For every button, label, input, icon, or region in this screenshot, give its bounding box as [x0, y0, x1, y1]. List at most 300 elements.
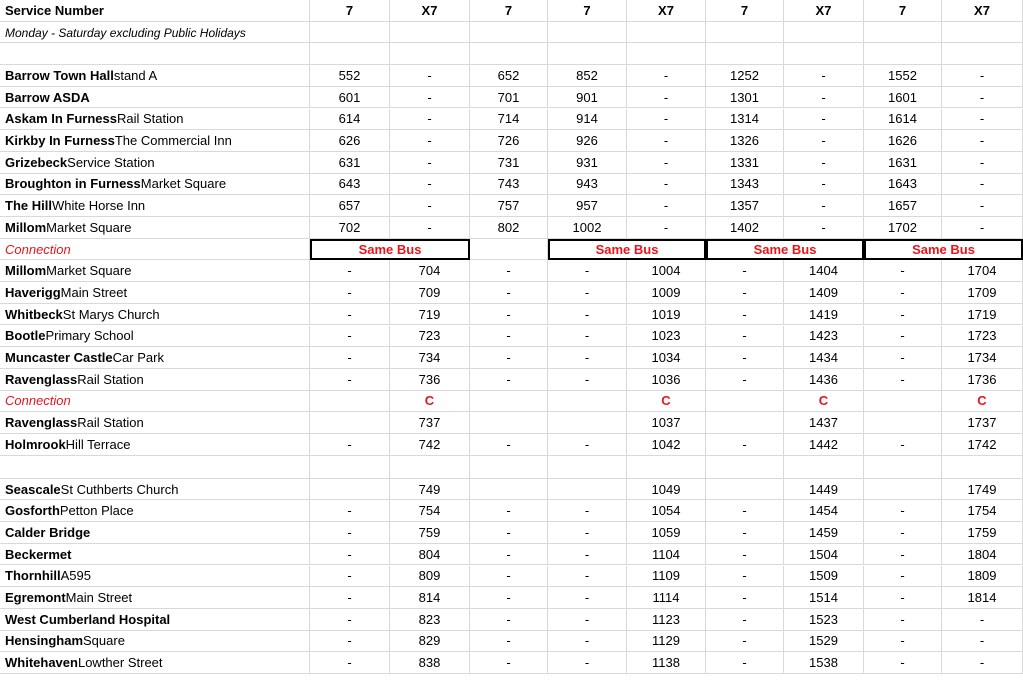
time-cell[interactable]: -: [470, 587, 548, 609]
time-cell[interactable]: 1004: [627, 260, 706, 282]
stop-name-cell[interactable]: [0, 130, 310, 152]
time-cell[interactable]: [548, 479, 627, 501]
time-cell[interactable]: -: [548, 652, 627, 674]
time-cell[interactable]: -: [784, 87, 864, 109]
time-cell[interactable]: 643: [310, 174, 390, 196]
time-cell[interactable]: -: [706, 631, 784, 653]
time-cell[interactable]: -: [627, 109, 706, 131]
time-cell[interactable]: 757: [470, 195, 548, 217]
time-cell[interactable]: [864, 412, 942, 434]
time-cell[interactable]: -: [470, 369, 548, 391]
stop-name-cell[interactable]: [0, 479, 310, 501]
time-cell[interactable]: -: [390, 65, 470, 87]
time-cell[interactable]: -: [864, 500, 942, 522]
time-cell[interactable]: -: [390, 87, 470, 109]
time-cell[interactable]: 1123: [627, 609, 706, 631]
time-cell[interactable]: -: [470, 260, 548, 282]
empty-cell[interactable]: [470, 22, 548, 44]
empty-cell[interactable]: [627, 43, 706, 65]
time-cell[interactable]: 1631: [864, 152, 942, 174]
time-cell[interactable]: 829: [390, 631, 470, 653]
time-cell[interactable]: 726: [470, 130, 548, 152]
time-cell[interactable]: 1449: [784, 479, 864, 501]
time-cell[interactable]: 1704: [942, 260, 1023, 282]
service-number-x7[interactable]: X7: [390, 0, 470, 22]
time-cell[interactable]: 626: [310, 130, 390, 152]
time-cell[interactable]: -: [310, 369, 390, 391]
time-cell[interactable]: -: [548, 587, 627, 609]
time-cell[interactable]: -: [942, 109, 1023, 131]
time-cell[interactable]: -: [310, 544, 390, 566]
time-cell[interactable]: -: [864, 260, 942, 282]
time-cell[interactable]: -: [548, 326, 627, 348]
time-cell[interactable]: 1042: [627, 434, 706, 456]
time-cell[interactable]: -: [706, 587, 784, 609]
stop-name-cell[interactable]: [0, 217, 310, 239]
time-cell[interactable]: 1434: [784, 347, 864, 369]
connection-cell[interactable]: [390, 391, 470, 413]
connection-cell[interactable]: [548, 391, 627, 413]
time-cell[interactable]: -: [470, 304, 548, 326]
time-cell[interactable]: -: [627, 195, 706, 217]
time-cell[interactable]: 743: [470, 174, 548, 196]
time-cell[interactable]: -: [942, 217, 1023, 239]
time-cell[interactable]: -: [942, 174, 1023, 196]
connection-cell[interactable]: [864, 391, 942, 413]
time-cell[interactable]: 731: [470, 152, 548, 174]
time-cell[interactable]: 1054: [627, 500, 706, 522]
time-cell[interactable]: 1643: [864, 174, 942, 196]
time-cell[interactable]: 754: [390, 500, 470, 522]
service-number-x7[interactable]: X7: [627, 0, 706, 22]
time-cell[interactable]: 809: [390, 566, 470, 588]
time-cell[interactable]: -: [548, 522, 627, 544]
empty-cell[interactable]: [784, 43, 864, 65]
time-cell[interactable]: -: [864, 566, 942, 588]
time-cell[interactable]: -: [784, 217, 864, 239]
time-cell[interactable]: 1049: [627, 479, 706, 501]
time-cell[interactable]: 1002: [548, 217, 627, 239]
time-cell[interactable]: 1514: [784, 587, 864, 609]
stop-name-cell[interactable]: [0, 587, 310, 609]
time-cell[interactable]: -: [706, 369, 784, 391]
time-cell[interactable]: 1454: [784, 500, 864, 522]
time-cell[interactable]: -: [864, 609, 942, 631]
time-cell[interactable]: -: [548, 369, 627, 391]
time-cell[interactable]: -: [548, 566, 627, 588]
time-cell[interactable]: -: [942, 195, 1023, 217]
stop-name-cell[interactable]: [0, 282, 310, 304]
stop-name-cell[interactable]: [0, 195, 310, 217]
time-cell[interactable]: -: [864, 304, 942, 326]
time-cell[interactable]: -: [864, 347, 942, 369]
time-cell[interactable]: 719: [390, 304, 470, 326]
time-cell[interactable]: -: [548, 304, 627, 326]
time-cell[interactable]: -: [627, 65, 706, 87]
time-cell[interactable]: -: [706, 522, 784, 544]
time-cell[interactable]: [470, 412, 548, 434]
time-cell[interactable]: 1252: [706, 65, 784, 87]
time-cell[interactable]: -: [470, 631, 548, 653]
time-cell[interactable]: 652: [470, 65, 548, 87]
time-cell[interactable]: -: [470, 347, 548, 369]
empty-cell[interactable]: [784, 22, 864, 44]
connection-cell[interactable]: [470, 391, 548, 413]
time-cell[interactable]: 1419: [784, 304, 864, 326]
time-cell[interactable]: -: [864, 587, 942, 609]
empty-cell[interactable]: [864, 456, 942, 479]
time-cell[interactable]: 749: [390, 479, 470, 501]
empty-cell[interactable]: [627, 456, 706, 479]
stop-name-cell[interactable]: [0, 522, 310, 544]
empty-cell[interactable]: [942, 43, 1023, 65]
time-cell[interactable]: 734: [390, 347, 470, 369]
time-cell[interactable]: 1409: [784, 282, 864, 304]
time-cell[interactable]: -: [942, 130, 1023, 152]
connection-cell[interactable]: [942, 391, 1023, 413]
connection-cell[interactable]: [706, 391, 784, 413]
time-cell[interactable]: -: [548, 282, 627, 304]
time-cell[interactable]: 802: [470, 217, 548, 239]
time-cell[interactable]: -: [942, 631, 1023, 653]
stop-name-cell[interactable]: [0, 109, 310, 131]
time-cell[interactable]: -: [706, 500, 784, 522]
time-cell[interactable]: 1326: [706, 130, 784, 152]
time-cell[interactable]: -: [310, 434, 390, 456]
empty-cell[interactable]: [470, 456, 548, 479]
time-cell[interactable]: -: [627, 174, 706, 196]
time-cell[interactable]: -: [470, 522, 548, 544]
time-cell[interactable]: -: [470, 566, 548, 588]
time-cell[interactable]: -: [864, 326, 942, 348]
time-cell[interactable]: 631: [310, 152, 390, 174]
time-cell[interactable]: 1442: [784, 434, 864, 456]
time-cell[interactable]: -: [310, 347, 390, 369]
time-cell[interactable]: -: [390, 217, 470, 239]
time-cell[interactable]: -: [470, 326, 548, 348]
time-cell[interactable]: 1804: [942, 544, 1023, 566]
time-cell[interactable]: -: [784, 174, 864, 196]
empty-cell[interactable]: [470, 43, 548, 65]
empty-cell[interactable]: [942, 22, 1023, 44]
stop-name-cell[interactable]: [0, 152, 310, 174]
time-cell[interactable]: 1009: [627, 282, 706, 304]
time-cell[interactable]: -: [864, 369, 942, 391]
time-cell[interactable]: 1809: [942, 566, 1023, 588]
time-cell[interactable]: -: [942, 152, 1023, 174]
time-cell[interactable]: -: [706, 609, 784, 631]
time-cell[interactable]: -: [627, 217, 706, 239]
stop-name-cell[interactable]: [0, 304, 310, 326]
time-cell[interactable]: 1719: [942, 304, 1023, 326]
stop-name-cell[interactable]: [0, 566, 310, 588]
time-cell[interactable]: 1759: [942, 522, 1023, 544]
time-cell[interactable]: 838: [390, 652, 470, 674]
stop-name-cell[interactable]: [0, 174, 310, 196]
empty-cell[interactable]: [0, 456, 310, 479]
time-cell[interactable]: 926: [548, 130, 627, 152]
empty-cell[interactable]: [390, 456, 470, 479]
time-cell[interactable]: -: [548, 500, 627, 522]
time-cell[interactable]: -: [310, 566, 390, 588]
time-cell[interactable]: 1723: [942, 326, 1023, 348]
time-cell[interactable]: [548, 412, 627, 434]
time-cell[interactable]: 1538: [784, 652, 864, 674]
empty-cell[interactable]: [942, 456, 1023, 479]
time-cell[interactable]: 1036: [627, 369, 706, 391]
time-cell[interactable]: -: [390, 195, 470, 217]
time-cell[interactable]: -: [784, 195, 864, 217]
empty-cell[interactable]: [548, 43, 627, 65]
time-cell[interactable]: -: [310, 652, 390, 674]
time-cell[interactable]: 702: [310, 217, 390, 239]
connection-cell[interactable]: [784, 391, 864, 413]
time-cell[interactable]: 1734: [942, 347, 1023, 369]
time-cell[interactable]: -: [470, 434, 548, 456]
time-cell[interactable]: 614: [310, 109, 390, 131]
time-cell[interactable]: 601: [310, 87, 390, 109]
time-cell[interactable]: 1034: [627, 347, 706, 369]
empty-cell[interactable]: [864, 43, 942, 65]
time-cell[interactable]: -: [942, 609, 1023, 631]
service-number-x7[interactable]: X7: [784, 0, 864, 22]
empty-cell[interactable]: [470, 239, 548, 261]
time-cell[interactable]: -: [706, 347, 784, 369]
time-cell[interactable]: -: [784, 109, 864, 131]
time-cell[interactable]: 704: [390, 260, 470, 282]
time-cell[interactable]: 1814: [942, 587, 1023, 609]
time-cell[interactable]: -: [627, 130, 706, 152]
empty-cell[interactable]: [706, 456, 784, 479]
time-cell[interactable]: [706, 412, 784, 434]
time-cell[interactable]: -: [310, 326, 390, 348]
time-cell[interactable]: -: [706, 260, 784, 282]
time-cell[interactable]: -: [548, 347, 627, 369]
empty-cell[interactable]: [310, 43, 390, 65]
time-cell[interactable]: -: [706, 652, 784, 674]
time-cell[interactable]: -: [548, 544, 627, 566]
service-number-7[interactable]: 7: [470, 0, 548, 22]
time-cell[interactable]: 1301: [706, 87, 784, 109]
time-cell[interactable]: -: [470, 544, 548, 566]
stop-name-cell[interactable]: [0, 347, 310, 369]
time-cell[interactable]: 1357: [706, 195, 784, 217]
time-cell[interactable]: -: [706, 326, 784, 348]
time-cell[interactable]: -: [470, 282, 548, 304]
time-cell[interactable]: 1138: [627, 652, 706, 674]
time-cell[interactable]: 931: [548, 152, 627, 174]
empty-cell[interactable]: [0, 43, 310, 65]
stop-name-cell[interactable]: [0, 609, 310, 631]
time-cell[interactable]: 657: [310, 195, 390, 217]
time-cell[interactable]: [470, 479, 548, 501]
empty-cell[interactable]: [627, 22, 706, 44]
empty-cell[interactable]: [310, 456, 390, 479]
time-cell[interactable]: 723: [390, 326, 470, 348]
time-cell[interactable]: -: [942, 65, 1023, 87]
service-number-7[interactable]: 7: [310, 0, 390, 22]
stop-name-cell[interactable]: [0, 652, 310, 674]
time-cell[interactable]: 1626: [864, 130, 942, 152]
time-cell[interactable]: 1657: [864, 195, 942, 217]
time-cell[interactable]: 742: [390, 434, 470, 456]
time-cell[interactable]: -: [470, 609, 548, 631]
time-cell[interactable]: 1037: [627, 412, 706, 434]
time-cell[interactable]: 1104: [627, 544, 706, 566]
stop-name-cell[interactable]: [0, 369, 310, 391]
time-cell[interactable]: 804: [390, 544, 470, 566]
time-cell[interactable]: 714: [470, 109, 548, 131]
time-cell[interactable]: 852: [548, 65, 627, 87]
time-cell[interactable]: 1436: [784, 369, 864, 391]
stop-name-cell[interactable]: [0, 631, 310, 653]
time-cell[interactable]: 1749: [942, 479, 1023, 501]
time-cell[interactable]: -: [706, 544, 784, 566]
connection-cell[interactable]: [310, 391, 390, 413]
time-cell[interactable]: 823: [390, 609, 470, 631]
service-number-label[interactable]: Service Number: [0, 0, 310, 22]
time-cell[interactable]: -: [548, 434, 627, 456]
time-cell[interactable]: 1702: [864, 217, 942, 239]
time-cell[interactable]: 1343: [706, 174, 784, 196]
time-cell[interactable]: 1059: [627, 522, 706, 544]
time-cell[interactable]: -: [942, 87, 1023, 109]
time-cell[interactable]: [864, 479, 942, 501]
time-cell[interactable]: -: [706, 434, 784, 456]
time-cell[interactable]: 552: [310, 65, 390, 87]
time-cell[interactable]: 1023: [627, 326, 706, 348]
time-cell[interactable]: 1736: [942, 369, 1023, 391]
time-cell[interactable]: 709: [390, 282, 470, 304]
service-number-7[interactable]: 7: [548, 0, 627, 22]
time-cell[interactable]: -: [864, 544, 942, 566]
time-cell[interactable]: -: [390, 109, 470, 131]
time-cell[interactable]: -: [864, 652, 942, 674]
empty-cell[interactable]: [390, 43, 470, 65]
time-cell[interactable]: -: [548, 260, 627, 282]
connection-label-cell[interactable]: [0, 391, 310, 413]
empty-cell[interactable]: [548, 456, 627, 479]
time-cell[interactable]: -: [706, 304, 784, 326]
service-number-7[interactable]: 7: [706, 0, 784, 22]
time-cell[interactable]: -: [784, 130, 864, 152]
time-cell[interactable]: -: [784, 152, 864, 174]
time-cell[interactable]: 1614: [864, 109, 942, 131]
stop-name-cell[interactable]: [0, 434, 310, 456]
empty-cell[interactable]: [310, 22, 390, 44]
time-cell[interactable]: 1523: [784, 609, 864, 631]
time-cell[interactable]: 1402: [706, 217, 784, 239]
time-cell[interactable]: 1423: [784, 326, 864, 348]
time-cell[interactable]: -: [390, 174, 470, 196]
stop-name-cell[interactable]: [0, 260, 310, 282]
time-cell[interactable]: 901: [548, 87, 627, 109]
empty-cell[interactable]: [706, 22, 784, 44]
time-cell[interactable]: -: [310, 500, 390, 522]
time-cell[interactable]: -: [784, 65, 864, 87]
stop-name-cell[interactable]: [0, 65, 310, 87]
service-number-x7[interactable]: X7: [942, 0, 1023, 22]
time-cell[interactable]: 1552: [864, 65, 942, 87]
time-cell[interactable]: 1509: [784, 566, 864, 588]
time-cell[interactable]: -: [942, 652, 1023, 674]
empty-cell[interactable]: [706, 43, 784, 65]
time-cell[interactable]: -: [864, 434, 942, 456]
time-cell[interactable]: 1709: [942, 282, 1023, 304]
time-cell[interactable]: -: [470, 652, 548, 674]
time-cell[interactable]: -: [627, 152, 706, 174]
time-cell[interactable]: [706, 479, 784, 501]
time-cell[interactable]: 1737: [942, 412, 1023, 434]
time-cell[interactable]: 914: [548, 109, 627, 131]
time-cell[interactable]: -: [864, 282, 942, 304]
service-number-7[interactable]: 7: [864, 0, 942, 22]
empty-cell[interactable]: [784, 456, 864, 479]
time-cell[interactable]: [310, 412, 390, 434]
stop-name-cell[interactable]: [0, 326, 310, 348]
time-cell[interactable]: 1109: [627, 566, 706, 588]
time-cell[interactable]: 1437: [784, 412, 864, 434]
time-cell[interactable]: -: [310, 522, 390, 544]
time-cell[interactable]: 1019: [627, 304, 706, 326]
time-cell[interactable]: 1754: [942, 500, 1023, 522]
stop-name-cell[interactable]: [0, 500, 310, 522]
time-cell[interactable]: -: [864, 631, 942, 653]
time-cell[interactable]: 1129: [627, 631, 706, 653]
time-cell[interactable]: -: [310, 260, 390, 282]
time-cell[interactable]: -: [310, 304, 390, 326]
time-cell[interactable]: -: [706, 282, 784, 304]
time-cell[interactable]: 1601: [864, 87, 942, 109]
connection-label-cell[interactable]: [0, 239, 310, 261]
time-cell[interactable]: 814: [390, 587, 470, 609]
time-cell[interactable]: 701: [470, 87, 548, 109]
time-cell[interactable]: -: [310, 282, 390, 304]
time-cell[interactable]: [310, 479, 390, 501]
time-cell[interactable]: -: [548, 631, 627, 653]
time-cell[interactable]: 1459: [784, 522, 864, 544]
time-cell[interactable]: -: [310, 587, 390, 609]
time-cell[interactable]: 943: [548, 174, 627, 196]
time-cell[interactable]: 1114: [627, 587, 706, 609]
time-cell[interactable]: 1504: [784, 544, 864, 566]
time-cell[interactable]: 957: [548, 195, 627, 217]
empty-cell[interactable]: [864, 22, 942, 44]
stop-name-cell[interactable]: [0, 87, 310, 109]
time-cell[interactable]: 1529: [784, 631, 864, 653]
stop-name-cell[interactable]: [0, 412, 310, 434]
empty-cell[interactable]: [548, 22, 627, 44]
time-cell[interactable]: 1331: [706, 152, 784, 174]
time-cell[interactable]: -: [470, 500, 548, 522]
time-cell[interactable]: 759: [390, 522, 470, 544]
connection-cell[interactable]: [627, 391, 706, 413]
time-cell[interactable]: -: [390, 152, 470, 174]
time-cell[interactable]: 1314: [706, 109, 784, 131]
time-cell[interactable]: -: [390, 130, 470, 152]
stop-name-cell[interactable]: [0, 544, 310, 566]
time-cell[interactable]: -: [706, 566, 784, 588]
time-cell[interactable]: -: [627, 87, 706, 109]
time-cell[interactable]: -: [310, 631, 390, 653]
empty-cell[interactable]: [390, 22, 470, 44]
time-cell[interactable]: 1404: [784, 260, 864, 282]
time-cell[interactable]: -: [310, 609, 390, 631]
time-cell[interactable]: -: [548, 609, 627, 631]
time-cell[interactable]: 1742: [942, 434, 1023, 456]
time-cell[interactable]: 737: [390, 412, 470, 434]
time-cell[interactable]: -: [864, 522, 942, 544]
